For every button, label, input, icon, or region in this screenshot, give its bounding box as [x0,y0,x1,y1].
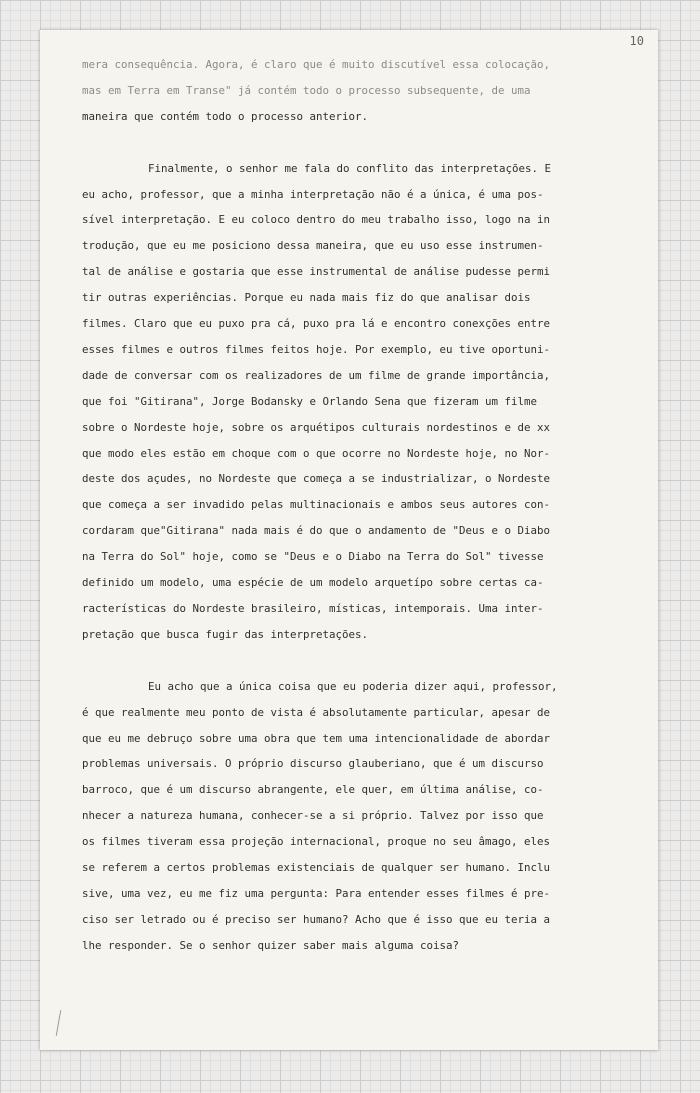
text-line: trodução, que eu me posiciono dessa maneira, que eu uso esse instrumen- [82,239,544,253]
text-line: deste dos açudes, no Nordeste que começa a se industrializar, o Nordeste [82,472,551,486]
text-line: definido um modelo, uma espécie de um modelo arquetípo sobre certas ca- [82,576,544,590]
text-line: pretação que busca fugir das interpretações. [82,627,369,641]
text-line: Finalmente, o senhor me fala do conflito das interpretações. E [148,161,552,175]
text-line: se referem a certos problemas existenciais de qualquer ser humano. Inclu [82,861,551,875]
text-line: barroco, que é um discurso abrangente, ele quer, em última análise, co- [82,783,544,797]
text-line: sobre o Nordeste hoje, sobre os arquétipos culturais nordestinos e de xx [82,420,551,434]
text-line: ciso ser letrado ou é preciso ser humano? Acho que é isso que eu teria a [82,912,551,926]
page-text [82,52,627,959]
text-line: é que realmente meu ponto de vista é absolutamente particular, apesar de [82,705,551,719]
text-line: lhe responder. Se o senhor quizer saber mais alguma coisa? [82,938,460,952]
text-line: maneira que contém todo o processo anterior. [82,109,369,123]
text-line: eu acho, professor, que a minha interpretação não é a única, é uma pos- [82,187,544,201]
text-line: mas em Terra em Transe" já contém todo o processo subsequente, de uma [82,83,531,97]
text-line: que foi "Gitirana", Jorge Bodansky e Orlando Sena que fizeram um filme [82,394,538,408]
text-line: Eu acho que a única coisa que eu poderia dizer aqui, professor, [148,679,558,693]
text-line: dade de conversar com os realizadores de um filme de grande importância, [82,368,551,382]
text-line: tal de análise e gostaria que esse instrumental de análise pudesse permi [82,265,551,279]
text-line: que começa a ser invadido pelas multinacionais e ambos seus autores con- [82,498,551,512]
paragraph-gap [82,648,627,674]
text-line: esses filmes e outros filmes feitos hoje. Por exemplo, eu tive oportuni- [82,342,551,356]
text-line: mera consequência. Agora, é claro que é muito discutível essa colocação, [82,58,551,71]
text-line: problemas universais. O próprio discurso glauberiano, que é um discurso [82,757,544,771]
text-line: racterísticas do Nordeste brasileiro, místicas, intemporais. Uma inter- [82,602,544,616]
text-line: que eu me debruço sobre uma obra que tem uma intencionalidade de abordar [82,731,551,745]
text-line: os filmes tiveram essa projeção internacional, proque no seu âmago, eles [82,835,551,849]
page-number: 10 [629,34,644,48]
text-line: na Terra do Sol" hoje, como se "Deus e o Diabo na Terra do Sol" tivesse [82,550,544,564]
text-line: cordaram que"Gitirana" nada mais é do que o andamento de "Deus e o Diabo [82,524,551,538]
text-line: sível interpretação. E eu coloco dentro do meu trabalho isso, logo na in [82,213,551,227]
typewritten-page [40,30,658,1050]
text-line: nhecer a natureza humana, conhecer-se a si próprio. Talvez por isso que [82,809,544,823]
pencil-mark [56,1010,61,1036]
text-line: tir outras experiências. Porque eu nada mais fiz do que analisar dois [82,291,531,305]
text-line: que modo eles estão em choque com o que ocorre no Nordeste hoje, no Nor- [82,446,551,460]
text-line: filmes. Claro que eu puxo pra cá, puxo pra lá e encontro conexções entre [82,317,551,331]
paragraph-gap [82,130,627,156]
text-line: sive, uma vez, eu me fiz uma pergunta: Para entender esses filmes é pre- [82,886,551,900]
